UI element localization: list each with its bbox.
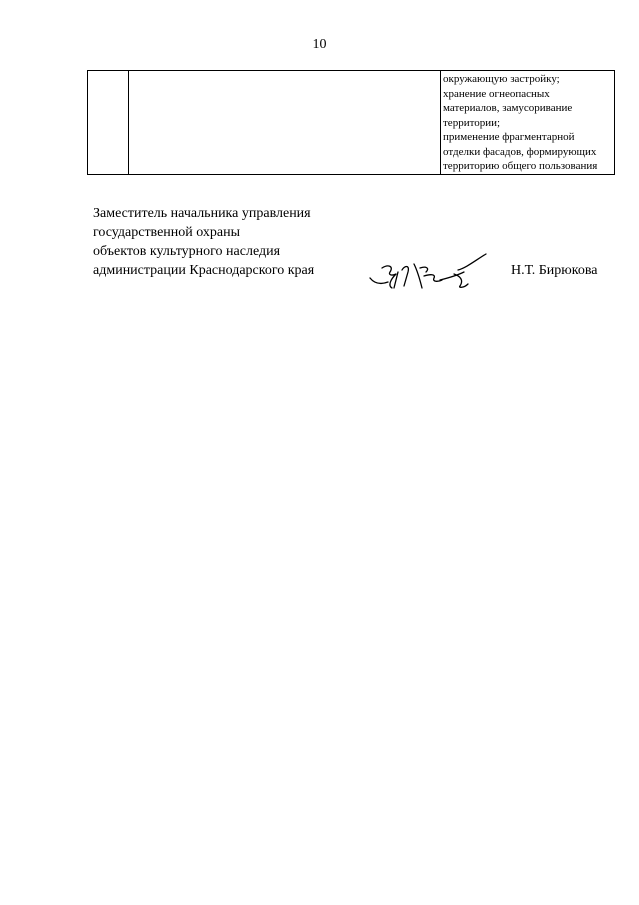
- table-cell-number: [88, 71, 129, 175]
- measures-line: хранение огнеопасных: [443, 87, 550, 100]
- measures-line: окружающую застройку;: [443, 73, 560, 85]
- measures-line: применение фрагментарной: [443, 131, 575, 143]
- signer-position: [93, 204, 314, 280]
- signer-name: Н.Т. Бирюкова: [511, 263, 598, 278]
- measures-line: территории;: [443, 116, 501, 129]
- signer-position-line: администрации Краснодарского края: [93, 263, 315, 278]
- table-row: [88, 71, 615, 175]
- handwritten-signature: [368, 250, 488, 298]
- page-number: 10: [312, 37, 327, 52]
- signer-position-line: государственной охраны: [93, 225, 241, 240]
- measures-line: отделки фасадов, формирующих: [443, 145, 597, 158]
- measures-line: материалов, замусоривание: [443, 102, 573, 114]
- signer-position-line: объектов культурного наследия: [93, 244, 281, 259]
- measures-line: территорию общего пользования: [443, 160, 598, 172]
- table-cell-measures: [441, 71, 615, 175]
- signer-position-line: Заместитель начальника управления: [93, 206, 311, 221]
- table-cell-description: [129, 71, 441, 175]
- measures-text: [441, 71, 614, 174]
- continuation-table: [87, 70, 615, 175]
